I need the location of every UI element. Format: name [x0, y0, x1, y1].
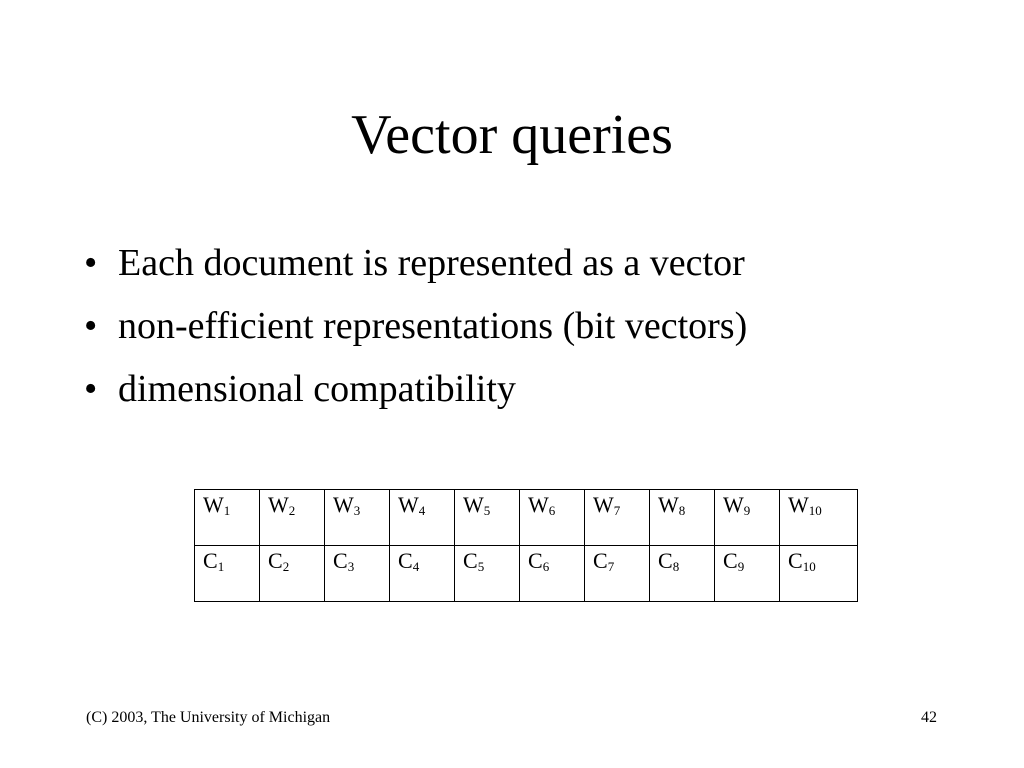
footer-copyright: (C) 2003, The University of Michigan — [86, 709, 331, 726]
bullet-item — [84, 232, 747, 295]
bullet-item — [84, 358, 747, 421]
table-cell: $W_8$ — [650, 490, 715, 546]
bullet-text: dimensional compatibility — [118, 368, 516, 410]
table-cell: $C_8$ — [650, 546, 715, 602]
table-cell: $W_6$ — [520, 490, 585, 546]
table-cell: $C_5$ — [455, 546, 520, 602]
bullet-marker: • — [84, 368, 98, 410]
table-cell: $W_{10}$ — [780, 490, 858, 546]
bullet-marker: • — [84, 305, 98, 347]
table-cell: $C_{10}$ — [780, 546, 858, 602]
table-cell: $C_2$ — [260, 546, 325, 602]
table-cell: $W_9$ — [715, 490, 780, 546]
table-cell: $C_1$ — [195, 546, 260, 602]
table-row-words — [195, 490, 858, 546]
table-cell: $W_1$ — [195, 490, 260, 546]
table-cell: $C_9$ — [715, 546, 780, 602]
table-cell: $C_4$ — [390, 546, 455, 602]
table-cell: $W_4$ — [390, 490, 455, 546]
vector-table — [194, 489, 858, 602]
page-number: 42 — [921, 709, 937, 726]
table-cell: $C_3$ — [325, 546, 390, 602]
bullet-item — [84, 295, 747, 358]
table-cell: $W_2$ — [260, 490, 325, 546]
bullet-list — [84, 232, 747, 421]
table-cell: $C_6$ — [520, 546, 585, 602]
table-cell: $W_7$ — [585, 490, 650, 546]
table-cell: $W_5$ — [455, 490, 520, 546]
bullet-text: non-efficient representations (bit vectors) — [118, 305, 748, 347]
bullet-marker: • — [84, 242, 98, 284]
bullet-text: Each document is represented as a vector — [118, 242, 745, 284]
table-row-coefficients — [195, 546, 858, 602]
table-cell: $C_7$ — [585, 546, 650, 602]
slide-title: Vector queries — [351, 104, 673, 166]
table-cell: $W_3$ — [325, 490, 390, 546]
